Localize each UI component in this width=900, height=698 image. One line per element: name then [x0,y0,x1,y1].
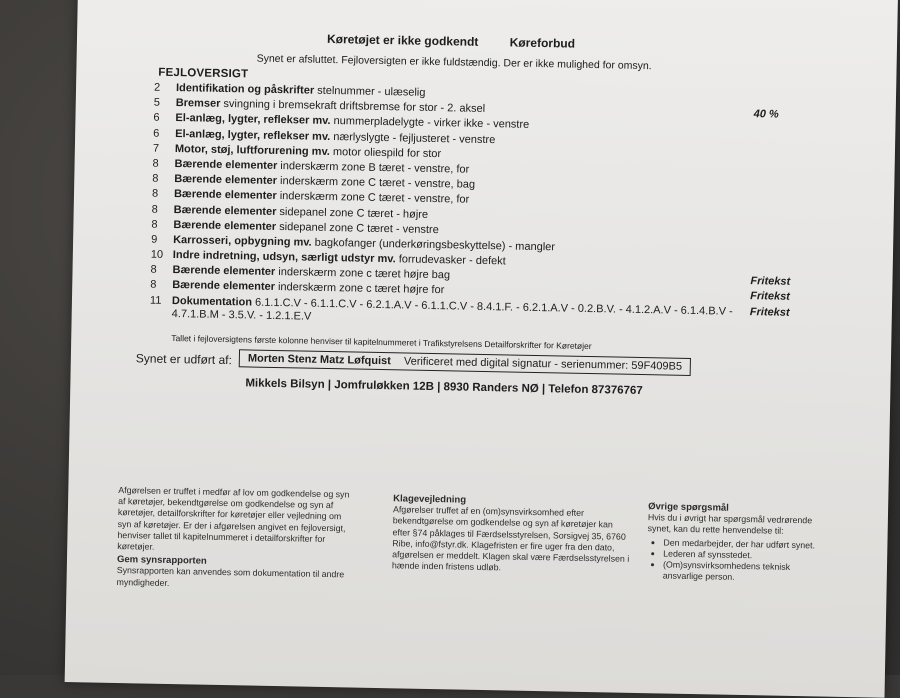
defect-category: Karrosseri, opbygning mv. [173,233,312,249]
defect-chapter-number: 8 [152,172,159,185]
save-report-text: Synsrapporten kan anvendes som dokumentation til andre myndigheder. [116,565,345,588]
defect-detail: 6.1.1.C.V - 6.1.1.C.V - 6.2.1.A.V - 6.1.1.C.V - 8.4.1.F. - 6.2.1.A.V - 0.2.B.V. - 4.1.2.A.V - 6.1.4.B.V - 4.7.1.B.M - 3.5.V. - 1.2.1.E.V [171,296,733,323]
contact-item: • (Om)synsvirksomhedens teknisk ansvarlige person. [663,559,817,584]
defect-category: Motor, støj, luftforurening mv. [174,142,330,158]
complaint-guide-text: Afgørelser truffet af en (om)synsvirksomhed efter bekendtgørelse om godkendelse og syn af køretøjer kan efter §74 påklages til Færdselsstyrelsen, Sorsigvej 35, 6760 Ribe, info@fstyr.dk. Klagefristen er fire uger fra den dato, afgørelsen er meddelt. Klagen skal være Færdselsstyrelsen i hænde inden fristens udløb. [391,504,630,573]
defect-category: Identifikation og påskrifter [175,82,315,97]
defect-category: Bærende elementer [174,157,278,172]
defect-chapter-number: 6 [153,111,160,125]
defect-detail: inderskærm zone c tæret højre for [277,281,445,297]
signature-box [239,349,692,376]
defect-note: Fritekst [749,305,790,319]
digital-signature: Verificeret med digital signatur - serienummer: 59F409B5 [403,355,683,373]
defect-detail: inderskærm zone c tæret højre bag [278,266,451,282]
defect-chapter-number: 8 [150,263,157,276]
other-questions-text: Hvis du i øvrigt har spørgsmål vedrørende synet, kan du rette henvendelse til: [647,512,813,537]
defect-detail: inderskærm zone C tæret - venstre, for [279,190,470,206]
defect-note [751,245,811,246]
defect-category: Bærende elementer [173,218,277,233]
defect-category: Bærende elementer [174,173,278,188]
defect-chapter-number: 9 [151,233,158,246]
defect-category: El-anlæg, lygter, reflekser mv. [175,127,331,143]
contact-list [647,537,818,585]
defect-detail: motor oliespild for stor [332,145,442,160]
defect-detail: nummerpladelygte - virker ikke - venstre [333,115,530,132]
defect-note: Fritekst [750,290,791,304]
legal-basis-column [116,485,353,592]
defect-detail: inderskærm zone B tæret - venstre, for [280,159,470,176]
complaint-guide-column [392,493,633,576]
defect-category: El-anlæg, lygter, reflekser mv. [175,112,331,128]
defect-note [753,123,813,124]
defect-chapter-number: 2 [153,81,161,94]
save-report-heading: Gem synsrapporten [116,554,207,567]
approval-status: Køretøjet er ikke godkendt [326,31,479,49]
defect-chapter-number: 6 [153,127,160,140]
defect-chapter-number: 8 [151,203,158,216]
defect-detail: inderskærm zone C tæret - venstre, bag [279,175,476,191]
defect-detail: svingning i bremsekraft driftsbremse for stor - 2. aksel [223,98,486,116]
defect-chapter-number: 8 [152,157,159,170]
defect-detail: forrudevasker - defekt [398,253,506,268]
defect-category: Bærende elementer [172,264,276,279]
defect-note [753,139,813,140]
defect-detail: nærlyslygte - fejljusteret - venstre [333,130,496,146]
defect-detail: stelnummer - ulæselig [317,84,426,99]
defect-category: Bærende elementer [173,188,277,203]
defect-category: Bærende elementer [172,279,276,294]
defect-chapter-number: 8 [151,218,158,231]
contact-item: • Den medarbejder, der har udført synet. [663,537,817,551]
defect-category: Bærende elementer [173,203,277,218]
defect-list [150,82,814,335]
defect-note [752,184,812,185]
complaint-guide-heading: Klagevejledning [393,493,467,506]
defect-note [754,93,814,94]
defect-category: Dokumentation [171,294,253,309]
other-questions-heading: Øvrige spørgsmål [648,501,729,514]
defect-category: Bremser [175,97,221,111]
contact-item: • Lederen af synsstedet. [663,548,817,562]
defect-chapter-number: 8 [150,279,157,292]
defect-footnote: Tallet i fejloversigtens første kolonne henviser til kapitelnummeret i Trafikstyrelsens Detailforskrifter for Køretøjer [171,332,592,352]
company-info: Mikkels Bilsyn | Jomfruløkken 12B | 8930 Randers NØ | Telefon 87376767 [245,377,643,398]
inspection-report-paper [65,0,898,698]
other-questions-column [647,501,819,585]
defect-note: Fritekst [750,275,791,289]
inspector-name: Morten Stenz Matz Løfquist [247,352,391,368]
defect-detail: sidepanel zone C tæret - højre [279,205,429,221]
defect-overview-title: FEJLOVERSIGT [158,66,249,81]
defect-note [751,230,811,231]
defect-category: Indre indretning, udsyn, særligt udstyr mv. [172,249,396,266]
defect-note [753,154,813,155]
inspection-label: Synet er udført af: [135,351,233,368]
legal-basis-text: Afgørelsen er truffet i medfør af lov om godkendelse og syn af køretøjer, bekendtgørelse om godkendelse og syn af køretøjer, detailforskrifter for køretøjer eller vejledning om syn af køretøjer. Er der i afgørelsen angivet en fejloversigt, henviser tallet til kapitelnummeret i detailforskrifter for køretøjer. [117,484,350,552]
defect-detail: bagkofanger (underkøringsbeskyttelse) - mangler [314,236,556,254]
defect-note [751,260,811,261]
defect-chapter-number: 10 [150,248,164,261]
defect-note: 40 % [753,108,779,121]
defect-chapter-number: 7 [152,142,160,155]
defect-note [752,199,812,200]
driving-ban: Køreforbud [509,35,576,51]
defect-chapter-number: 5 [153,96,161,109]
defect-note [752,215,812,216]
report-subtitle: Synet er afsluttet. Fejloversigten er ikke fuldstændig. Der er ikke mulighed for omsyn. [256,52,652,73]
defect-chapter-number: 11 [149,294,162,307]
defect-detail: sidepanel zone C tæret - venstre [279,220,439,236]
defect-note [753,169,813,170]
defect-chapter-number: 8 [151,187,159,201]
report-heading [327,32,603,51]
